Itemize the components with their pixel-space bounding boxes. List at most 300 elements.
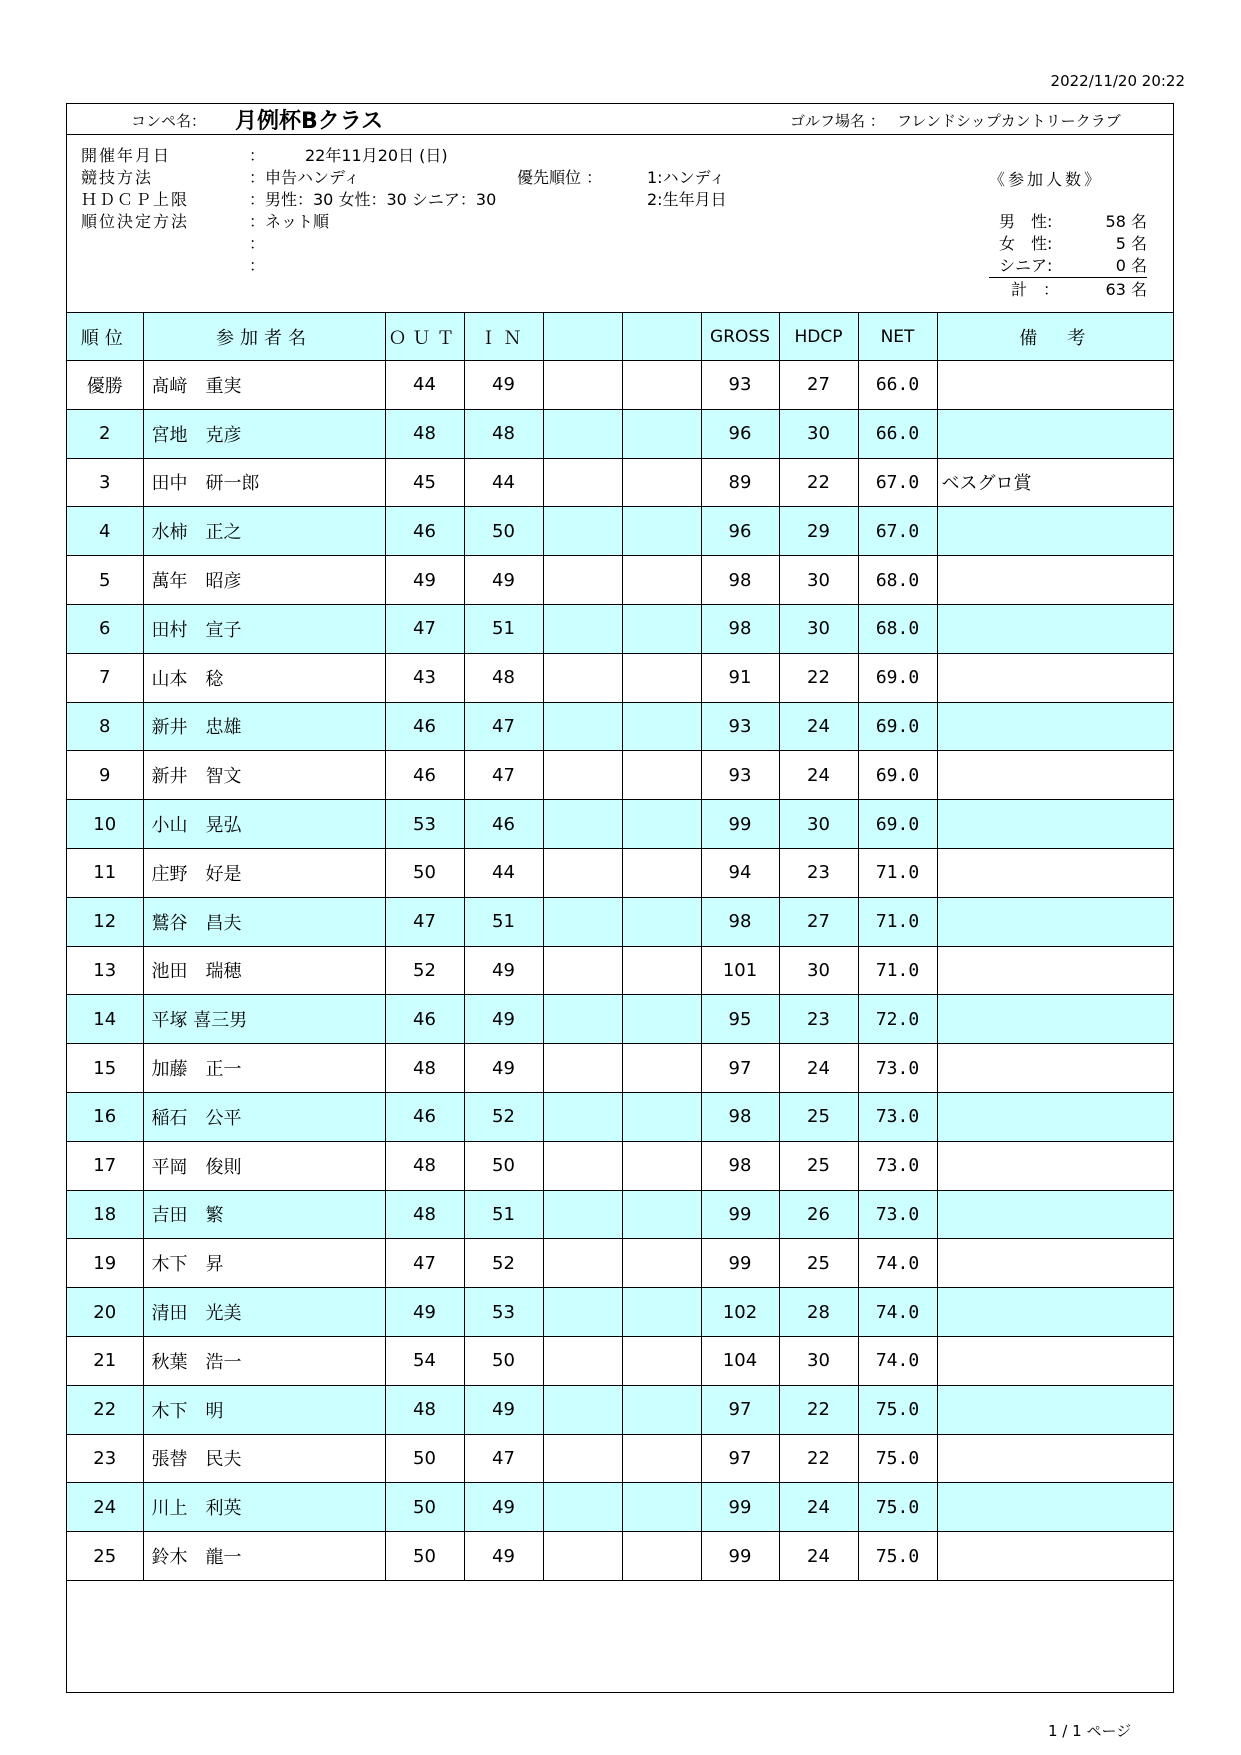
table-row <box>67 409 1173 458</box>
cell-in: 49 <box>464 946 543 995</box>
table-row <box>67 1092 1173 1141</box>
table-row <box>67 702 1173 751</box>
cell-net: 68.0 <box>858 604 937 653</box>
cell-out: 49 <box>385 1288 464 1337</box>
cell-gross: 95 <box>701 995 779 1044</box>
cell-in: 46 <box>464 800 543 849</box>
table-row <box>67 653 1173 702</box>
title-bar <box>67 104 1173 135</box>
cell-blank <box>543 946 622 995</box>
cell-out: 48 <box>385 1141 464 1190</box>
cell-out: 44 <box>385 361 464 410</box>
cell-hdcp: 28 <box>779 1288 858 1337</box>
count-label: 女 性: <box>999 234 1053 253</box>
cell-gross: 98 <box>701 556 779 605</box>
info-value: ： <box>249 234 266 253</box>
cell-remarks <box>937 604 1173 653</box>
cell-remarks <box>937 702 1173 751</box>
col-header-net: NET <box>858 313 937 361</box>
info-label: 競技方法 <box>81 168 154 187</box>
table-row <box>67 604 1173 653</box>
cell-rank: 優勝 <box>67 361 143 410</box>
col-header-remarks: 備 考 <box>937 313 1173 361</box>
cell-name: 秋葉 浩一 <box>143 1336 385 1385</box>
cell-hdcp: 24 <box>779 751 858 800</box>
cell-net: 73.0 <box>858 1190 937 1239</box>
cell-net: 74.0 <box>858 1239 937 1288</box>
cell-remarks <box>937 1434 1173 1483</box>
cell-gross: 99 <box>701 1190 779 1239</box>
cell-net: 75.0 <box>858 1434 937 1483</box>
cell-in: 50 <box>464 1336 543 1385</box>
cell-rank: 20 <box>67 1288 143 1337</box>
cell-out: 46 <box>385 751 464 800</box>
cell-blank <box>622 1385 701 1434</box>
cell-remarks <box>937 1092 1173 1141</box>
cell-blank <box>622 1434 701 1483</box>
cell-blank <box>543 1190 622 1239</box>
cell-name: 川上 利英 <box>143 1483 385 1532</box>
cell-name: 稲石 公平 <box>143 1092 385 1141</box>
cell-name: 田村 宣子 <box>143 604 385 653</box>
competition-label: コンペ名： <box>131 112 207 130</box>
priority-2: 2:生年月日 <box>647 190 727 209</box>
cell-name: 清田 光美 <box>143 1288 385 1337</box>
cell-in: 50 <box>464 1141 543 1190</box>
cell-blank <box>622 995 701 1044</box>
cell-in: 48 <box>464 409 543 458</box>
cell-blank <box>543 1532 622 1581</box>
cell-remarks <box>937 848 1173 897</box>
cell-out: 47 <box>385 897 464 946</box>
table-row <box>67 946 1173 995</box>
info-label: 開催年月日 <box>81 146 172 165</box>
table-row <box>67 1239 1173 1288</box>
cell-hdcp: 27 <box>779 897 858 946</box>
cell-net: 66.0 <box>858 409 937 458</box>
cell-in: 49 <box>464 1385 543 1434</box>
cell-blank <box>622 1141 701 1190</box>
cell-name: 庄野 好是 <box>143 848 385 897</box>
results-body <box>67 361 1173 1685</box>
cell-in: 53 <box>464 1288 543 1337</box>
cell-blank <box>622 1044 701 1093</box>
cell-blank <box>622 1532 701 1581</box>
cell-in: 49 <box>464 361 543 410</box>
cell-gross: 91 <box>701 653 779 702</box>
cell-blank <box>622 556 701 605</box>
cell-out: 48 <box>385 1385 464 1434</box>
cell-hdcp: 23 <box>779 848 858 897</box>
cell-hdcp: 22 <box>779 458 858 507</box>
cell-gross: 93 <box>701 361 779 410</box>
cell-remarks <box>937 1239 1173 1288</box>
col-header-blank <box>622 313 701 361</box>
cell-hdcp: 30 <box>779 946 858 995</box>
cell-hdcp: 27 <box>779 361 858 410</box>
results-table <box>67 313 1173 1685</box>
print-timestamp: 2022/11/20 20:22 <box>1050 72 1185 90</box>
col-header-name: 参加者名 <box>143 313 385 361</box>
cell-blank <box>543 751 622 800</box>
cell-blank <box>622 1288 701 1337</box>
cell-blank <box>543 1044 622 1093</box>
cell-out: 50 <box>385 1434 464 1483</box>
cell-net: 71.0 <box>858 897 937 946</box>
cell-rank: 22 <box>67 1385 143 1434</box>
cell-remarks <box>937 361 1173 410</box>
table-row <box>67 897 1173 946</box>
cell-rank: 9 <box>67 751 143 800</box>
cell-out: 46 <box>385 1092 464 1141</box>
cell-hdcp: 26 <box>779 1190 858 1239</box>
cell-blank <box>622 897 701 946</box>
cell-rank: 4 <box>67 507 143 556</box>
cell-name: 小山 晃弘 <box>143 800 385 849</box>
cell-hdcp: 30 <box>779 800 858 849</box>
cell-rank: 8 <box>67 702 143 751</box>
cell-hdcp: 23 <box>779 995 858 1044</box>
cell-gross: 97 <box>701 1434 779 1483</box>
cell-blank <box>543 897 622 946</box>
cell-name: 髙﨑 重実 <box>143 361 385 410</box>
cell-remarks <box>937 1483 1173 1532</box>
cell-blank <box>622 604 701 653</box>
page-number: 1 / 1 ページ <box>1048 1722 1132 1740</box>
venue-label: ゴルフ場名 ： <box>790 112 885 130</box>
cell-remarks <box>937 1141 1173 1190</box>
cell-hdcp: 24 <box>779 1044 858 1093</box>
cell-remarks <box>937 556 1173 605</box>
cell-blank <box>543 848 622 897</box>
cell-blank <box>622 458 701 507</box>
cell-out: 48 <box>385 1190 464 1239</box>
info-label: 順位決定方法 <box>81 212 190 231</box>
cell-hdcp: 24 <box>779 1483 858 1532</box>
cell-blank <box>543 1239 622 1288</box>
col-header-rank: 順位 <box>67 313 143 361</box>
cell-blank <box>543 1092 622 1141</box>
priority-label: 優先順位 ： <box>517 168 603 187</box>
cell-in: 49 <box>464 556 543 605</box>
cell-in: 49 <box>464 1483 543 1532</box>
cell-blank <box>622 946 701 995</box>
cell-rank: 16 <box>67 1092 143 1141</box>
cell-rank: 10 <box>67 800 143 849</box>
cell-remarks <box>937 1190 1173 1239</box>
cell-remarks <box>937 653 1173 702</box>
cell-net: 71.0 <box>858 946 937 995</box>
cell-rank: 17 <box>67 1141 143 1190</box>
cell-in: 44 <box>464 458 543 507</box>
cell-in: 49 <box>464 1044 543 1093</box>
cell-gross: 104 <box>701 1336 779 1385</box>
cell-blank <box>622 702 701 751</box>
cell-hdcp: 29 <box>779 507 858 556</box>
table-row <box>67 1532 1173 1581</box>
info-value: ： <box>249 256 266 275</box>
table-row <box>67 1434 1173 1483</box>
priority-1: 1:ハンディ <box>647 168 726 187</box>
cell-gross: 94 <box>701 848 779 897</box>
cell-remarks <box>937 995 1173 1044</box>
table-row <box>67 507 1173 556</box>
cell-name: 平塚 喜三男 <box>143 995 385 1044</box>
info-value: ： 22年11月20日 (日) <box>249 146 448 165</box>
cell-name: 新井 忠雄 <box>143 702 385 751</box>
cell-blank <box>543 458 622 507</box>
cell-out: 47 <box>385 1239 464 1288</box>
cell-in: 48 <box>464 653 543 702</box>
cell-remarks <box>937 1336 1173 1385</box>
cell-name: 木下 明 <box>143 1385 385 1434</box>
cell-in: 47 <box>464 1434 543 1483</box>
cell-out: 46 <box>385 507 464 556</box>
cell-rank: 3 <box>67 458 143 507</box>
col-header-blank <box>543 313 622 361</box>
cell-out: 54 <box>385 1336 464 1385</box>
cell-in: 51 <box>464 1190 543 1239</box>
col-header-gross: GROSS <box>701 313 779 361</box>
cell-blank <box>622 1092 701 1141</box>
table-row <box>67 1190 1173 1239</box>
cell-hdcp: 25 <box>779 1092 858 1141</box>
cell-rank: 7 <box>67 653 143 702</box>
cell-blank <box>622 1483 701 1532</box>
cell-net: 74.0 <box>858 1288 937 1337</box>
count-value: 0 名 <box>1115 256 1147 275</box>
cell-in: 51 <box>464 604 543 653</box>
count-total <box>989 279 1147 301</box>
cell-hdcp: 30 <box>779 556 858 605</box>
cell-remarks <box>937 1288 1173 1337</box>
cell-in: 44 <box>464 848 543 897</box>
cell-gross: 98 <box>701 1092 779 1141</box>
table-filler-row <box>67 1580 1173 1685</box>
cell-net: 67.0 <box>858 458 937 507</box>
cell-blank <box>543 1434 622 1483</box>
cell-rank: 18 <box>67 1190 143 1239</box>
cell-name: 張替 民夫 <box>143 1434 385 1483</box>
cell-in: 47 <box>464 751 543 800</box>
cell-blank <box>622 507 701 556</box>
table-row <box>67 751 1173 800</box>
cell-remarks <box>937 409 1173 458</box>
cell-in: 51 <box>464 897 543 946</box>
cell-rank: 24 <box>67 1483 143 1532</box>
table-row <box>67 800 1173 849</box>
counts-title: 《参加人数》 <box>989 170 1104 189</box>
cell-name: 平岡 俊則 <box>143 1141 385 1190</box>
venue-name: フレンドシップカントリークラブ <box>897 112 1121 130</box>
cell-in: 52 <box>464 1092 543 1141</box>
cell-rank: 14 <box>67 995 143 1044</box>
cell-blank <box>622 1190 701 1239</box>
cell-rank: 5 <box>67 556 143 605</box>
cell-net: 72.0 <box>858 995 937 1044</box>
cell-hdcp: 22 <box>779 1385 858 1434</box>
table-row <box>67 1141 1173 1190</box>
count-female <box>989 233 1147 255</box>
cell-remarks <box>937 1385 1173 1434</box>
cell-hdcp: 25 <box>779 1141 858 1190</box>
cell-blank <box>543 995 622 1044</box>
cell-gross: 93 <box>701 751 779 800</box>
cell-gross: 96 <box>701 507 779 556</box>
cell-out: 47 <box>385 604 464 653</box>
cell-hdcp: 22 <box>779 1434 858 1483</box>
info-value: ：申告ハンディ <box>249 168 360 187</box>
count-label: 男 性: <box>999 212 1053 231</box>
info-value: ：ネット順 <box>249 212 330 231</box>
cell-hdcp: 24 <box>779 1532 858 1581</box>
cell-blank <box>543 1336 622 1385</box>
cell-blank <box>543 1288 622 1337</box>
count-divider <box>989 277 1147 278</box>
cell-net: 69.0 <box>858 702 937 751</box>
cell-rank: 15 <box>67 1044 143 1093</box>
cell-name: 水柿 正之 <box>143 507 385 556</box>
cell-gross: 96 <box>701 409 779 458</box>
cell-blank <box>622 653 701 702</box>
cell-net: 66.0 <box>858 361 937 410</box>
cell-gross: 98 <box>701 604 779 653</box>
cell-out: 53 <box>385 800 464 849</box>
cell-in: 49 <box>464 995 543 1044</box>
table-row <box>67 458 1173 507</box>
cell-remarks <box>937 1532 1173 1581</box>
cell-name: 池田 瑞穂 <box>143 946 385 995</box>
cell-out: 52 <box>385 946 464 995</box>
cell-remarks <box>937 507 1173 556</box>
cell-blank <box>543 800 622 849</box>
cell-name: 宮地 克彦 <box>143 409 385 458</box>
cell-gross: 93 <box>701 702 779 751</box>
table-header-row <box>67 313 1173 361</box>
cell-out: 50 <box>385 1532 464 1581</box>
count-senior <box>989 255 1147 277</box>
cell-net: 71.0 <box>858 848 937 897</box>
cell-net: 73.0 <box>858 1044 937 1093</box>
cell-rank: 12 <box>67 897 143 946</box>
count-total-value: 63 名 <box>1105 280 1147 299</box>
cell-gross: 99 <box>701 1483 779 1532</box>
table-row <box>67 1288 1173 1337</box>
cell-gross: 98 <box>701 1141 779 1190</box>
cell-blank <box>543 653 622 702</box>
cell-name: 吉田 繁 <box>143 1190 385 1239</box>
cell-name: 萬年 昭彦 <box>143 556 385 605</box>
cell-name: 木下 昇 <box>143 1239 385 1288</box>
cell-blank <box>543 1385 622 1434</box>
cell-hdcp: 30 <box>779 1336 858 1385</box>
cell-hdcp: 30 <box>779 604 858 653</box>
cell-out: 46 <box>385 995 464 1044</box>
count-male <box>989 211 1147 233</box>
cell-name: 新井 智文 <box>143 751 385 800</box>
table-row <box>67 556 1173 605</box>
table-row <box>67 1044 1173 1093</box>
cell-rank: 21 <box>67 1336 143 1385</box>
cell-name: 鈴木 龍一 <box>143 1532 385 1581</box>
cell-blank <box>543 556 622 605</box>
cell-blank <box>622 1239 701 1288</box>
cell-net: 75.0 <box>858 1532 937 1581</box>
count-value: 58 名 <box>1105 212 1147 231</box>
table-row <box>67 1385 1173 1434</box>
col-header-hdcp: HDCP <box>779 313 858 361</box>
cell-name: 鷲谷 昌夫 <box>143 897 385 946</box>
table-filler-cell <box>67 1580 1173 1685</box>
cell-net: 73.0 <box>858 1092 937 1141</box>
cell-in: 47 <box>464 702 543 751</box>
cell-rank: 13 <box>67 946 143 995</box>
cell-blank <box>622 800 701 849</box>
cell-out: 43 <box>385 653 464 702</box>
cell-blank <box>622 409 701 458</box>
table-row <box>67 848 1173 897</box>
cell-remarks <box>937 800 1173 849</box>
count-value: 5 名 <box>1115 234 1147 253</box>
cell-blank <box>622 848 701 897</box>
cell-hdcp: 25 <box>779 1239 858 1288</box>
results-sheet <box>66 103 1174 1693</box>
cell-net: 68.0 <box>858 556 937 605</box>
cell-gross: 89 <box>701 458 779 507</box>
cell-hdcp: 30 <box>779 409 858 458</box>
cell-out: 48 <box>385 1044 464 1093</box>
cell-net: 69.0 <box>858 751 937 800</box>
cell-out: 45 <box>385 458 464 507</box>
cell-blank <box>543 604 622 653</box>
cell-out: 46 <box>385 702 464 751</box>
cell-out: 50 <box>385 1483 464 1532</box>
table-row <box>67 995 1173 1044</box>
cell-rank: 6 <box>67 604 143 653</box>
cell-remarks: ベスグロ賞 <box>937 458 1173 507</box>
info-value: ：男性：30 女性：30 シニア：30 <box>249 190 497 209</box>
col-header-out: ＯＵＴ <box>385 313 464 361</box>
cell-gross: 99 <box>701 800 779 849</box>
cell-blank <box>543 1141 622 1190</box>
table-row <box>67 361 1173 410</box>
cell-net: 69.0 <box>858 800 937 849</box>
table-row <box>67 1336 1173 1385</box>
cell-name: 山本 稔 <box>143 653 385 702</box>
cell-net: 74.0 <box>858 1336 937 1385</box>
cell-net: 69.0 <box>858 653 937 702</box>
cell-blank <box>622 361 701 410</box>
cell-rank: 25 <box>67 1532 143 1581</box>
cell-gross: 102 <box>701 1288 779 1337</box>
cell-blank <box>543 361 622 410</box>
cell-rank: 19 <box>67 1239 143 1288</box>
cell-out: 49 <box>385 556 464 605</box>
cell-net: 73.0 <box>858 1141 937 1190</box>
cell-gross: 99 <box>701 1532 779 1581</box>
cell-net: 67.0 <box>858 507 937 556</box>
competition-info <box>67 135 1173 313</box>
cell-out: 48 <box>385 409 464 458</box>
cell-in: 49 <box>464 1532 543 1581</box>
cell-blank <box>622 1336 701 1385</box>
cell-gross: 99 <box>701 1239 779 1288</box>
count-label: シニア: <box>999 256 1053 275</box>
cell-hdcp: 22 <box>779 653 858 702</box>
cell-blank <box>622 751 701 800</box>
cell-remarks <box>937 897 1173 946</box>
cell-rank: 23 <box>67 1434 143 1483</box>
